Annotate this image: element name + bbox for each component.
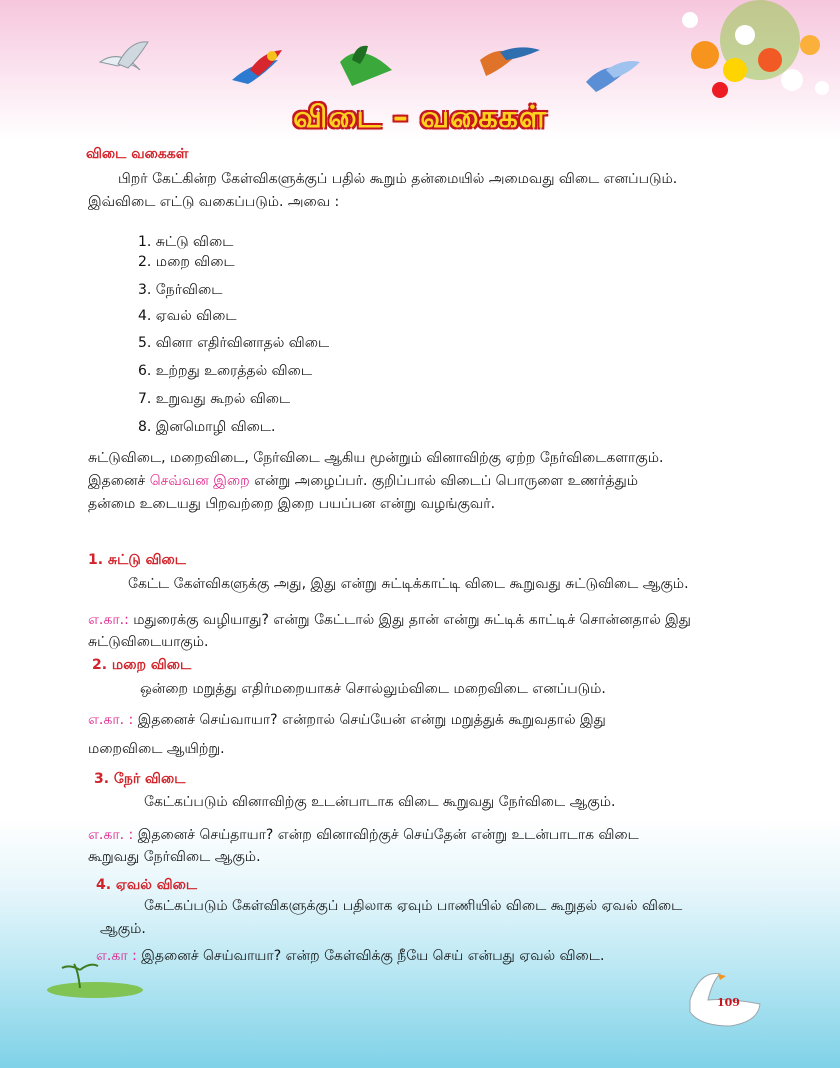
list-item: 3. நேர்விடை: [138, 282, 223, 298]
summary-line-2: [88, 469, 638, 494]
intro-line-2: இவ்விடை எட்டு வகைப்படும். அவை :: [88, 194, 340, 210]
example-text: இதனைச் செய்வாயா? என்றால் செய்யேன் என்று மறுத்துக் கூறுவதால் இது: [133, 712, 606, 728]
list-item: 8. இனமொழி விடை.: [138, 419, 276, 435]
section-heading: 1. சுட்டு விடை: [88, 552, 186, 568]
example-text: இதனைச் செய்தாயா? என்ற வினாவிற்குச் செய்தேன் என்று உடன்பாடாக விடை: [133, 827, 639, 843]
section-heading: 2. மறை விடை: [92, 657, 192, 673]
example-label: எ.கா.:: [88, 612, 129, 628]
list-item: 6. உற்றது உரைத்தல் விடை: [138, 363, 312, 379]
parrot-icon: [232, 50, 282, 84]
example-line: சுட்டுவிடையாகும்.: [88, 634, 209, 650]
example-line: கூறுவது நேர்விடை ஆகும்.: [88, 849, 261, 865]
section-definition: கேட்கப்படும் கேள்விகளுக்குப் பதிலாக ஏவும் பாணியில் விடை கூறுதல் ஏவல் விடை: [144, 898, 683, 914]
list-item: 4. ஏவல் விடை: [138, 308, 237, 324]
list-item: 1. சுட்டு விடை: [138, 234, 234, 250]
intro-line-1: பிறர் கேட்கின்ற கேள்விகளுக்குப் பதில் கூறும் தன்மையில் அமைவது விடை எனப்படும்.: [118, 171, 678, 187]
kingfisher-icon: [480, 47, 540, 76]
section-heading: 4. ஏவல் விடை: [96, 877, 198, 893]
summary-line-3: தன்மை உடையது பிறவற்றை இறை பயப்பன என்று வழங்குவர்.: [88, 496, 496, 512]
bird-icon: [100, 42, 148, 70]
green-bird-icon: [340, 46, 392, 86]
list-item: 7. உறுவது கூறல் விடை: [138, 391, 291, 407]
page-number: 109: [717, 996, 740, 1009]
example-label: எ.கா. :: [88, 712, 134, 728]
intro-heading: விடை வகைகள்: [86, 146, 189, 162]
list-item: 5. வினா எதிர்வினாதல் விடை: [138, 335, 330, 351]
section-definition-cont: ஆகும்.: [100, 921, 146, 937]
summary-line-1: சுட்டுவிடை, மறைவிடை, நேர்விடை ஆகிய மூன்றும் வினாவிற்கு ஏற்ற நேர்விடைகளாகும்.: [88, 450, 664, 466]
list-item: 2. மறை விடை: [138, 254, 235, 270]
section-definition: கேட்ட கேள்விகளுக்கு அது, இது என்று சுட்டிக்காட்டி விடை கூறுவது சுட்டுவிடை ஆகும்.: [128, 576, 689, 592]
example-line: மறைவிடை ஆயிற்று.: [88, 741, 225, 757]
header-decoration: [0, 0, 840, 110]
footer-decoration: [0, 960, 840, 1068]
example-label: எ.கா. :: [88, 827, 134, 843]
highlight-term: செவ்வன இறை: [149, 473, 250, 489]
summary-text: இதனைச்: [88, 473, 150, 489]
example-text: இதனைச் செய்வாயா? என்ற கேள்விக்கு நீயே செய் என்பது ஏவல் விடை.: [136, 948, 605, 964]
page-title: விடை – வகைகள்: [293, 100, 547, 135]
flower-icon: [682, 0, 829, 98]
summary-text: என்று அழைப்பர். குறிப்பால் விடைப் பொருளை உணர்த்தும்: [249, 473, 638, 489]
island-icon: [47, 964, 143, 998]
example-label: எ.கா :: [96, 948, 137, 964]
section-heading: 3. நேர் விடை: [94, 771, 186, 787]
section-definition: ஒன்றை மறுத்து எதிர்மறையாகச் சொல்லும்விடை மறைவிடை எனப்படும்.: [140, 681, 606, 697]
example-line: [88, 708, 606, 733]
section-definition: கேட்கப்படும் வினாவிற்கு உடன்பாடாக விடை கூறுவது நேர்விடை ஆகும்.: [144, 794, 616, 810]
roller-bird-icon: [586, 61, 640, 92]
example-text: மதுரைக்கு வழியாது? என்று கேட்டால் இது தான் என்று சுட்டிக் காட்டிச் சொன்னதால் இது: [128, 612, 691, 628]
